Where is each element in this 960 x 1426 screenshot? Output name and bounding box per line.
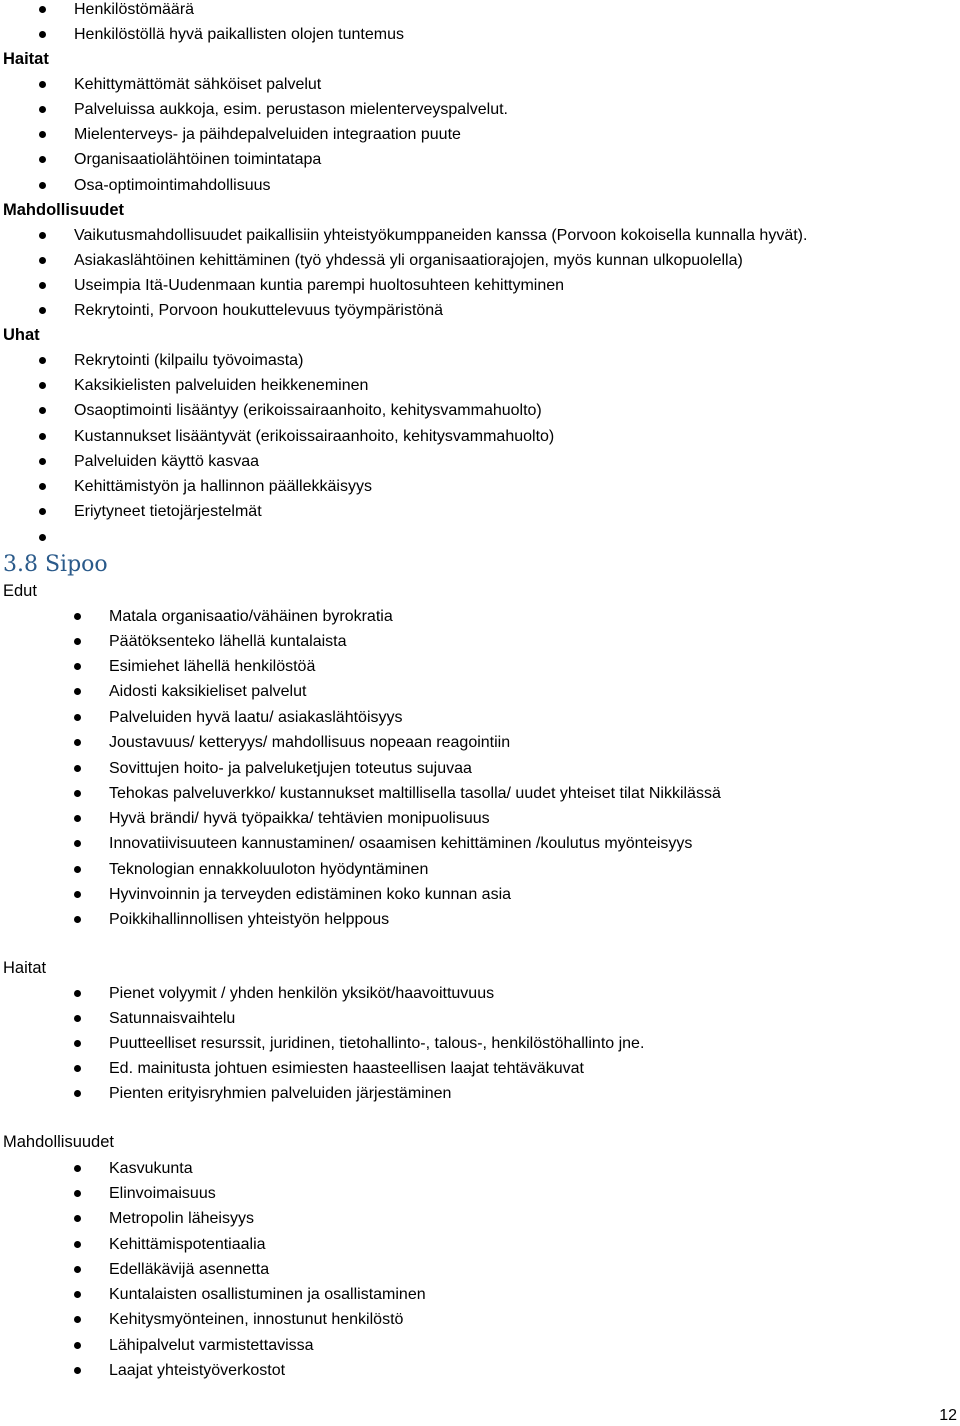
bullet-icon	[39, 458, 46, 465]
document-page: Henkilöstömäärä Henkilöstöllä hyvä paikallisten olojen tuntemus Haitat Kehittymättömät sähköiset palvelut Palveluissa aukkoja, esim. perustason mielenterveyspalvelut. Mielenterveys- ja päihdepalveluiden integraation puute Organisaatiolähtöinen toimintatapa Osa-optimointimahdollisuus Mahdollisuudet Vaikutusmahdollisuudet paikallisiin yhteistyökumppaneiden kanssa (Porvoon kokoisella kunnalla hyvät). Asiakaslähtöinen kehittäminen (työ yhdessä yli organisaatiorajojen, myös kunnan ulkopuolella) Useimpia Itä-Uudenmaan kuntia parempi huoltosuhteen kehittyminen Rekrytointi, Porvoon houkuttelevuus työympäristönä Uhat Rekrytointi (kilpailu työvoimasta) Kaksikielisten palveluiden heikkeneminen Osaoptimointi lisääntyy (erikoissairaanhoito, kehitysvammahuolto) Kustannukset lisääntyvät (erikoissairaanhoito, kehitysvammahuolto) Palveluiden käyttö kasvaa Kehittämistyön ja hallinnon päällekkäisyys Eriytyneet tietojärjestelmät 3.8 Sipoo Edut Matala organisaatio/vähäinen byrokratia Päätöksenteko lähellä kuntalaista Esimiehet lähellä henkilöstöä Aidosti kaksikieliset palvelut Palveluiden hyvä laatu/ asiakaslähtöisyys Joustavuus/ ketteryys/ mahdollisuus nopeaan reagointiin Sovittujen hoito- ja palveluketjujen toteutus sujuvaa Tehokas palveluverkko/ kustannukset maltillisella tasolla/ uudet yhteiset tilat Nikkilässä Hyvä brändi/ hyvä työpaikka/ tehtävien monipuolisuus Innovatiivisuuteen kannustaminen/ osaamisen kehittäminen /koulutus myönteisyys Teknologian ennakkoluuloton hyödyntäminen Hyvinvoinnin ja terveyden edistäminen koko kunnan asia Poikkihallinnollisen yhteistyön helppous Haitat Pienet volyymit / yhden henkilön yksiköt/haavoittuvuus Satunnaisvaihtelu Puutteelliset resurssit, juridinen, tietohallinto-, talous-, henkilöstöhallinto jne. Ed. mainitusta johtuen esimiesten haasteellisen laajat tehtäväkuvat Pienten erityisryhmien palveluiden järjestäminen Mahdollisuudet Kasvukunta Elinvoimaisuus Metropolin läheisyys Kehittämispotentiaalia Edelläkävijä asennetta Kuntalaisten osallistuminen ja osallistaminen Kehitysmyönteinen, innostunut henkilöstö Lähipalvelut varmistettavissa Laajat yhteistyöverkostot 12	[3, 1, 957, 1424]
bullet-icon	[74, 790, 81, 797]
bullet-icon	[39, 433, 46, 440]
bullet-icon	[74, 891, 81, 898]
bullet-icon	[74, 739, 81, 746]
bullet-icon	[74, 1342, 81, 1349]
bullet-icon	[74, 688, 81, 695]
bullet-icon	[74, 638, 81, 645]
bullet-icon	[39, 232, 46, 239]
haitat-heading: Haitat	[3, 959, 47, 977]
bullet-icon	[74, 613, 81, 620]
bullet-icon	[39, 106, 46, 113]
bullet-icon	[74, 1190, 81, 1197]
bullet-icon	[74, 1015, 81, 1022]
bullet-icon	[39, 31, 46, 38]
bullet-icon	[39, 534, 46, 541]
bullet-icon	[74, 1367, 81, 1374]
mahdollisuudet-heading: Mahdollisuudet	[3, 201, 124, 219]
bullet-icon	[74, 1165, 81, 1172]
bullet-icon	[39, 131, 46, 138]
bullet-icon	[74, 765, 81, 772]
bullet-icon	[39, 307, 46, 314]
bullet-icon	[74, 1316, 81, 1323]
bullet-icon	[74, 1291, 81, 1298]
page-number: 12	[939, 1407, 957, 1424]
mahdollisuudet-heading: Mahdollisuudet	[3, 1133, 114, 1151]
bullet-icon	[74, 1040, 81, 1047]
bullet-icon	[39, 257, 46, 264]
bullet-icon	[39, 81, 46, 88]
section-title: 3.8 Sipoo	[3, 552, 108, 577]
bullet-icon	[39, 282, 46, 289]
bullet-icon	[74, 990, 81, 997]
bullet-icon	[39, 483, 46, 490]
bullet-icon	[74, 916, 81, 923]
bullet-icon	[74, 1215, 81, 1222]
bullet-icon	[74, 714, 81, 721]
bullet-icon	[74, 1241, 81, 1248]
bullet-icon	[74, 1065, 81, 1072]
bullet-icon	[39, 508, 46, 515]
bullet-icon	[39, 407, 46, 414]
bullet-icon	[39, 357, 46, 364]
uhat-heading: Uhat	[3, 326, 40, 344]
bullet-icon	[74, 866, 81, 873]
edut-heading: Edut	[3, 582, 37, 600]
bullet-icon	[74, 1266, 81, 1273]
bullet-icon	[39, 182, 46, 189]
bullet-icon	[39, 156, 46, 163]
bullet-icon	[39, 382, 46, 389]
bullet-icon	[74, 1090, 81, 1097]
haitat-heading: Haitat	[3, 50, 49, 68]
bullet-icon	[39, 6, 46, 13]
bullet-icon	[74, 663, 81, 670]
bullet-icon	[74, 840, 81, 847]
bullet-icon	[74, 815, 81, 822]
